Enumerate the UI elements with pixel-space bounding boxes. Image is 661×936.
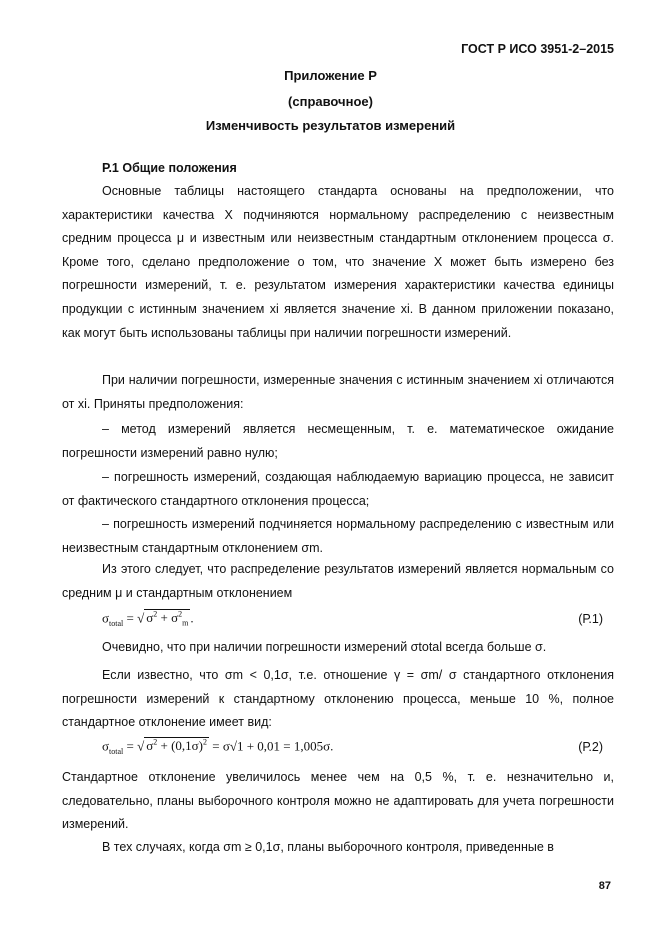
paragraph-7: В тех случаях, когда σm ≥ 0,1σ, планы выборочного контроля, приведенные в: [102, 840, 554, 854]
paragraph-2: При наличии погрешности, измеренные значения с истинным значением xi отличаются от xi. Приняты предположения:: [62, 373, 614, 411]
equation-1-number: (Р.1): [578, 612, 603, 626]
equation-2-result: = σ√1 + 0,01 = 1,005σ.: [212, 738, 334, 754]
equation-2-number: (Р.2): [578, 740, 603, 754]
paragraph-4: Очевидно, что при наличии погрешности измерений σtotal всегда больше σ.: [102, 640, 547, 654]
paragraph-6: Стандартное отклонение увеличилось менее чем на 0,5 %, т. е. незначительно и, следовательно, планы выборочного контроля можно не адаптировать для учета погрешности измерений.: [62, 770, 614, 832]
paragraph-5: Если известно, что σm < 0,1σ, т.е. отношение γ = σm/ σ стандартного отклонения погрешности измерений к стандартному отклонению процесса, меньше 10 %, полное стандартное отклонение имеет вид:: [62, 668, 614, 730]
section-title: Р.1 Общие положения: [102, 161, 237, 175]
appendix-title: Приложение Р: [284, 68, 377, 83]
appendix-type: (справочное): [288, 94, 373, 109]
paragraph-3: Из этого следует, что распределение результатов измерений является нормальным со средним μ и стандартным отклонением: [62, 562, 614, 600]
paragraph-1: Основные таблицы настоящего стандарта основаны на предположении, что характеристики качества X подчиняются нормальному распределению с неизвестным средним процесса μ и известным или неизвестным стандартным отклонением процесса σ. Кроме того, сделано предположение о том, что значение X может быть измерено без погрешности измерений, т. е. результатом измерения характеристики качества единицы продукции с истинным значением xi является значение xi. В данном приложении показано, как могут быть использованы таблицы при наличии погрешности измерений.: [62, 184, 614, 340]
page-number: 87: [598, 880, 611, 892]
assumption-3: – погрешность измерений подчиняется нормальному распределению с известным или неизвестным стандартным отклонением σm.: [62, 517, 614, 555]
document-header: ГОСТ Р ИСО 3951-2–2015: [461, 42, 614, 56]
appendix-name: Изменчивость результатов измерений: [205, 118, 456, 133]
assumption-2: – погрешность измерений, создающая наблюдаемую вариацию процесса, не зависит от фактического стандартного отклонения процесса;: [62, 470, 614, 508]
equation-1: $\sigma_{total}$ = √ $\sigma^2 + \sigma^2_m$ .: [102, 610, 194, 628]
equation-2: $\sigma_{total}$ = √ $\sigma^2 + (0,1\sigma)^2 = \sigma√1 + 0,01 = 1,005\sigma$.: [102, 738, 334, 756]
assumption-1: – метод измерений является несмещенным, т. е. математическое ожидание погрешности измерений равно нулю;: [62, 422, 614, 460]
